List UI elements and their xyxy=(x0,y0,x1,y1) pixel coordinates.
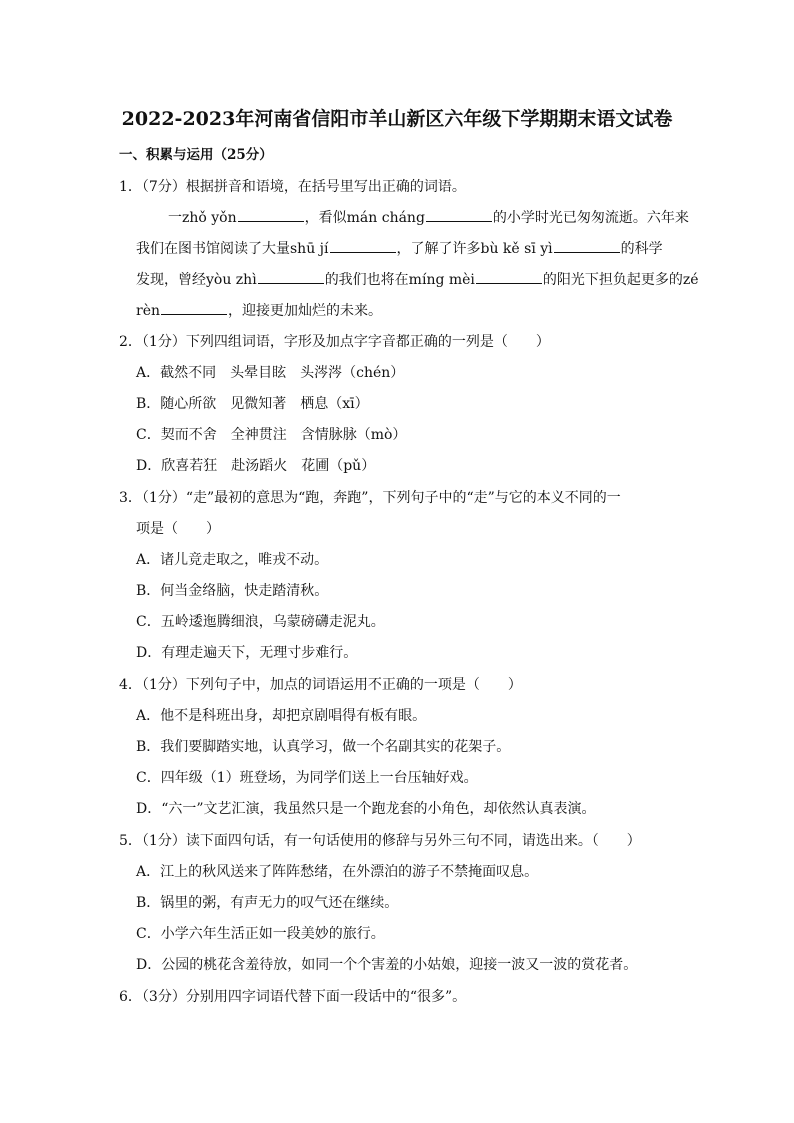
question-2-stem: 2．（1分）下列四组词语，字形及加点字字音都正确的一列是（ ） xyxy=(119,334,550,350)
question-2-option-c[interactable]: C．契而不舍 全神贯注 含情脉脉（mò） xyxy=(136,427,407,443)
question-6-stem: 6．（3分）分别用四字词语代替下面一段话中的“很多”。 xyxy=(119,989,467,1005)
question-3-option-a[interactable]: A．诸儿竞走取之，唯戎不动。 xyxy=(136,552,329,568)
question-4-stem: 4．（1分）下列句子中，加点的词语运用不正确的一项是（ ） xyxy=(119,677,522,693)
question-2-option-d[interactable]: D．欣喜若狂 赴汤蹈火 花圃（pǔ） xyxy=(136,458,376,474)
answer-blank[interactable] xyxy=(476,271,542,284)
question-1-line-4 xyxy=(136,302,382,320)
question-3-option-c[interactable]: C．五岭逶迤腾细浪，乌蒙磅礴走泥丸。 xyxy=(136,614,385,630)
q1-text: 发现，曾经yòu zhì xyxy=(136,272,257,288)
question-3-stem-cont: 项是（ ） xyxy=(136,521,220,537)
question-5-option-b[interactable]: B．锅里的粥，有声无力的叹气还在继续。 xyxy=(136,895,399,911)
q1-text: rèn xyxy=(136,303,160,319)
question-5-option-a[interactable]: A．江上的秋风送来了阵阵愁绪，在外漂泊的游子不禁掩面叹息。 xyxy=(136,864,539,880)
answer-blank[interactable] xyxy=(330,240,396,253)
question-5-option-d[interactable]: D．公园的桃花含羞待放，如同一个个害羞的小姑娘，迎接一波又一波的赏花者。 xyxy=(136,957,638,973)
q1-text: ，迎接更加灿烂的未来。 xyxy=(228,303,382,319)
q1-text: 一zhǒ yǒn xyxy=(168,210,237,226)
answer-blank[interactable] xyxy=(554,240,620,253)
q1-text: 的阳光下担负起更多的zé xyxy=(542,272,699,288)
answer-blank[interactable] xyxy=(426,209,492,222)
question-4-option-c[interactable]: C．四年级（1）班登场，为同学们送上一台压轴好戏。 xyxy=(136,770,478,786)
question-1-line-2 xyxy=(136,240,663,258)
question-5-stem: 5．（1分）读下面四句话，有一句话使用的修辞与另外三句不同，请选出来。（ ） xyxy=(119,833,641,849)
question-4-option-b[interactable]: B．我们要脚踏实地，认真学习，做一个名副其实的花架子。 xyxy=(136,739,511,755)
answer-blank[interactable] xyxy=(258,271,324,284)
question-3-option-d[interactable]: D．有理走遍天下，无理寸步难行。 xyxy=(136,645,358,661)
q1-text: 的我们也将在míng mèi xyxy=(324,272,475,288)
question-2-option-b[interactable]: B．随心所欲 见微知著 栖息（xī） xyxy=(136,396,369,412)
question-1-line-1 xyxy=(168,209,689,227)
question-1-stem: 1．（7分）根据拼音和语境，在括号里写出正确的词语。 xyxy=(119,179,466,195)
answer-blank[interactable] xyxy=(161,302,227,315)
question-5-option-c[interactable]: C．小学六年生活正如一段美妙的旅行。 xyxy=(136,926,385,942)
question-4-option-a[interactable]: A．他不是科班出身，却把京剧唱得有板有眼。 xyxy=(136,708,427,724)
section-heading: 一、积累与运用（25分） xyxy=(119,147,273,163)
question-3-stem: 3．（1分）“走”最初的意思为“跑，奔跑”，下列句子中的“走”与它的本义不同的一 xyxy=(119,490,621,506)
q1-text: 的科学 xyxy=(620,241,663,257)
question-1-line-3 xyxy=(136,271,699,289)
answer-blank[interactable] xyxy=(238,209,304,222)
question-2-option-a[interactable]: A．截然不同 头晕目眩 头涔涔（chén） xyxy=(136,365,405,381)
q1-text: ，了解了许多bù kě sī yì xyxy=(396,241,553,257)
q1-text: 我们在图书馆阅读了大量shū jí xyxy=(136,241,329,257)
question-4-option-d[interactable]: D．“六一”文艺汇演，我虽然只是一个跑龙套的小角色，却依然认真表演。 xyxy=(136,801,596,817)
q1-text: 的小学时光已匆匆流逝。六年来 xyxy=(492,210,689,226)
q1-text: ，看似mán cháng xyxy=(304,210,425,226)
question-3-option-b[interactable]: B．何当金络脑，快走踏清秋。 xyxy=(136,583,329,599)
page-title: 2022-2023年河南省信阳市羊山新区六年级下学期期末语文试卷 xyxy=(121,108,673,130)
